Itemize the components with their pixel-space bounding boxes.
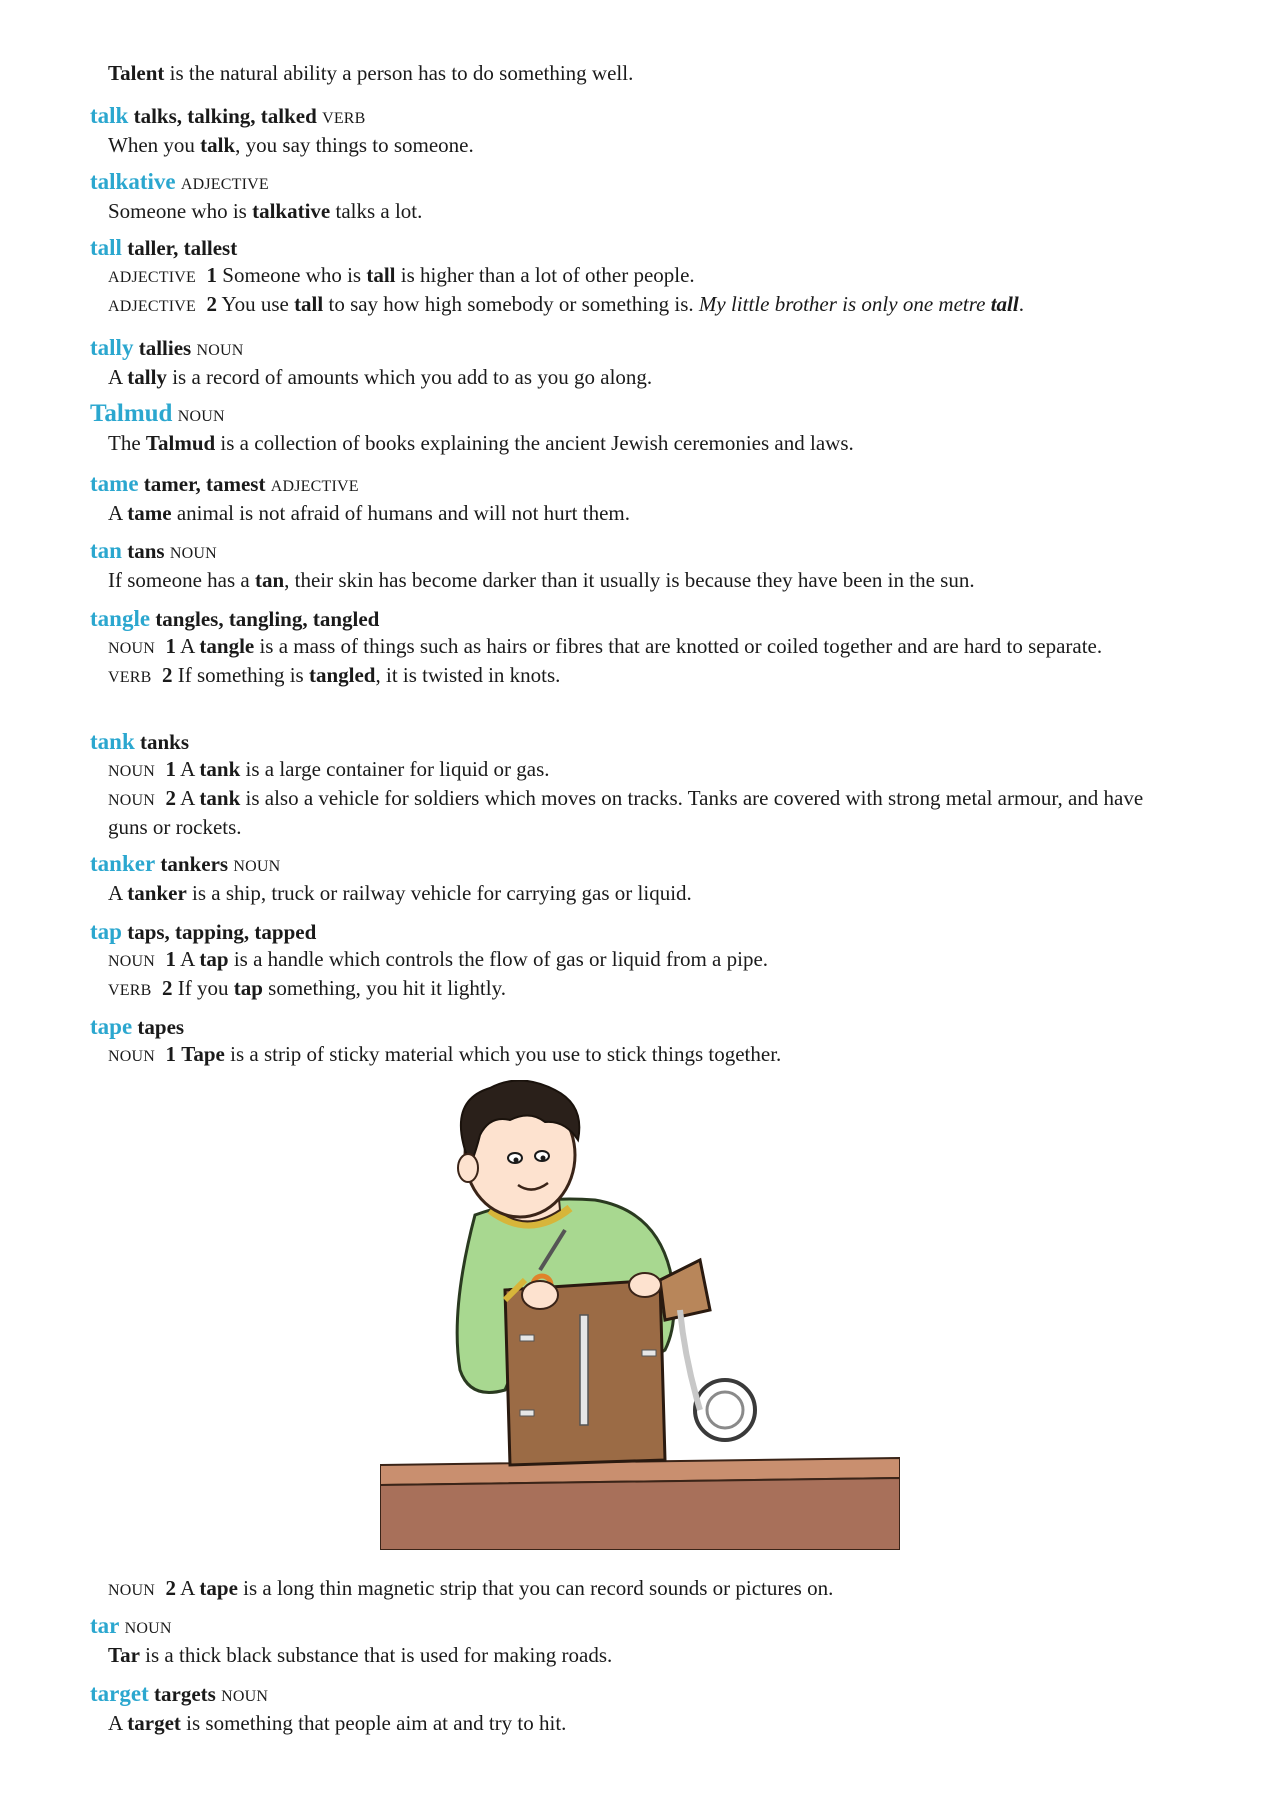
headword: tan xyxy=(90,538,122,563)
bold-word: tall xyxy=(294,292,324,316)
bold-word: Tape xyxy=(181,1042,225,1066)
definition-text: talks a lot. xyxy=(330,199,423,223)
entry-tangle xyxy=(90,605,1170,691)
bold-word: tank xyxy=(199,786,241,810)
part-of-speech: NOUN xyxy=(124,1620,172,1637)
definition-text: is also a vehicle for soldiers which moves on tracks. Tanks are covered with strong metal armour, and have guns or rockets. xyxy=(108,786,1144,839)
bold-word: tangle xyxy=(199,634,255,658)
ear xyxy=(458,1154,478,1182)
left-pupil xyxy=(514,1158,519,1163)
definition xyxy=(90,198,1170,225)
entry-header xyxy=(90,605,1170,633)
headword: tap xyxy=(90,919,122,944)
word-forms: tankers xyxy=(160,852,229,876)
word-forms: taller, tallest xyxy=(127,236,238,260)
bold-word: talk xyxy=(200,133,236,157)
definition-text: Someone who is xyxy=(222,263,367,287)
definition-text: A xyxy=(108,881,128,905)
definition-text: A xyxy=(108,1711,128,1735)
bold-word: tap xyxy=(199,947,229,971)
definition-text: You use xyxy=(221,292,295,316)
definition-text: A xyxy=(180,947,200,971)
part-of-speech: NOUN xyxy=(108,953,156,970)
sense-1 xyxy=(90,756,1170,785)
tape-trail xyxy=(680,1310,700,1410)
sense-2 xyxy=(90,662,1170,691)
definition-text: A xyxy=(180,1576,200,1600)
headword: tar xyxy=(90,1613,120,1638)
entry-tape-sense-2 xyxy=(90,1575,1170,1604)
right-pupil xyxy=(541,1156,546,1161)
definition-text: The xyxy=(108,431,146,455)
part-of-speech: ADJECTIVE xyxy=(108,269,197,286)
definition-text: to say how high somebody or something is. xyxy=(323,292,699,316)
entry-tape xyxy=(90,1013,1170,1070)
sense-1 xyxy=(90,633,1170,662)
word-forms: tapes xyxy=(137,1015,185,1039)
headword: Talmud xyxy=(90,400,173,427)
word-forms: tans xyxy=(127,539,165,563)
headword: talkative xyxy=(90,169,176,194)
sense-2 xyxy=(90,291,1170,320)
tape-piece xyxy=(642,1350,656,1356)
headword: tame xyxy=(90,471,139,496)
sense-number: 2 xyxy=(165,1576,177,1600)
entry-header xyxy=(90,1680,1170,1710)
entry-header xyxy=(90,470,1170,500)
headword: tangle xyxy=(90,606,151,631)
headword: tape xyxy=(90,1014,133,1039)
entry-tar xyxy=(90,1612,1170,1669)
definition-text: is higher than a lot of other people. xyxy=(395,263,695,287)
sense-1 xyxy=(90,262,1170,291)
tape-strip xyxy=(580,1315,588,1425)
entry-talmud xyxy=(90,400,1170,457)
bold-word: Talmud xyxy=(145,431,216,455)
definition-text: is something that people aim at and try to hit. xyxy=(180,1711,567,1735)
definition-text: is a ship, truck or railway vehicle for carrying gas or liquid. xyxy=(186,881,692,905)
entry-tan xyxy=(90,537,1170,594)
entry-tap xyxy=(90,918,1170,1004)
entry-header xyxy=(90,168,1170,198)
definition-text: If someone has a xyxy=(108,568,255,592)
tape-piece xyxy=(520,1335,534,1341)
bold-word: tape xyxy=(199,1576,238,1600)
definition xyxy=(90,1642,1170,1669)
word-forms: tamer, tamest xyxy=(143,472,266,496)
sense-number: 1 xyxy=(165,757,177,781)
headword: tanker xyxy=(90,851,156,876)
entry-header xyxy=(90,1612,1170,1642)
headword: tall xyxy=(90,235,122,260)
sense-number: 2 xyxy=(165,786,177,810)
sense-number: 1 xyxy=(165,947,177,971)
sense-number: 2 xyxy=(161,976,173,1000)
definition-text: A xyxy=(180,786,200,810)
entry-tame xyxy=(90,470,1170,527)
definition-text: When you xyxy=(108,133,201,157)
sense-1 xyxy=(90,946,1170,975)
bold-word: tally xyxy=(127,365,167,389)
definition-text: is a large container for liquid or gas. xyxy=(240,757,550,781)
definition xyxy=(90,430,1170,457)
bold-word: tan xyxy=(254,568,285,592)
bold-word: tanker xyxy=(127,881,187,905)
definition xyxy=(90,1710,1170,1737)
definition-text: , their skin has become darker than it usually is because they have been in the sun. xyxy=(284,568,975,592)
definition-text: If you xyxy=(177,976,234,1000)
bold-word: target xyxy=(127,1711,181,1735)
bold-word: tangled xyxy=(308,663,376,687)
definition-text: is a record of amounts which you add to as you go along. xyxy=(166,365,653,389)
definition xyxy=(90,364,1170,391)
definition-text: is a handle which controls the flow of gas or liquid from a pipe. xyxy=(228,947,769,971)
sense-2 xyxy=(90,975,1170,1004)
boy-taping-box-illustration xyxy=(380,1080,900,1550)
headword: target xyxy=(90,1681,149,1706)
part-of-speech: ADJECTIVE xyxy=(108,298,197,315)
example-bold-word: tall xyxy=(990,292,1019,316)
part-of-speech: NOUN xyxy=(221,1688,269,1705)
part-of-speech: NOUN xyxy=(108,792,156,809)
bold-word: Tar xyxy=(108,1643,140,1667)
bold-word: Talent xyxy=(108,61,165,85)
definition-text: is a strip of sticky material which you use to stick things together. xyxy=(224,1042,782,1066)
definition-text: is the natural ability a person has to do something well. xyxy=(164,61,634,85)
part-of-speech: ADJECTIVE xyxy=(180,176,269,193)
definition xyxy=(90,500,1170,527)
right-hand xyxy=(629,1273,661,1297)
part-of-speech: NOUN xyxy=(108,1048,156,1065)
part-of-speech: ADJECTIVE xyxy=(270,478,359,495)
sense-number: 1 xyxy=(165,634,177,658)
definition-text: A xyxy=(108,501,128,525)
entry-header xyxy=(90,334,1170,364)
headword: tank xyxy=(90,729,135,754)
definition-text: something, you hit it lightly. xyxy=(262,976,506,1000)
entry-header xyxy=(90,1013,1170,1041)
word-forms: tanks xyxy=(140,730,190,754)
definition-text: animal is not afraid of humans and will not hurt them. xyxy=(171,501,630,525)
definition-text: , it is twisted in knots. xyxy=(375,663,561,687)
tape-piece xyxy=(520,1410,534,1416)
definition-text: If something is xyxy=(177,663,309,687)
part-of-speech: VERB xyxy=(108,669,152,686)
headword: tally xyxy=(90,335,134,360)
sense-number: 1 xyxy=(165,1042,177,1066)
part-of-speech: VERB xyxy=(108,982,152,999)
entry-tally xyxy=(90,334,1170,391)
entry-tall xyxy=(90,234,1170,320)
bold-word: tame xyxy=(127,501,172,525)
definition-text: A xyxy=(180,757,200,781)
example-sentence: My little brother is only one metre xyxy=(698,292,991,316)
part-of-speech: NOUN xyxy=(177,408,225,425)
part-of-speech: NOUN xyxy=(196,342,244,359)
sense-2 xyxy=(90,785,1170,841)
entry-target xyxy=(90,1680,1170,1737)
punctuation: . xyxy=(1018,292,1024,316)
word-forms: taps, tapping, tapped xyxy=(127,920,317,944)
sense-number: 1 xyxy=(206,263,218,287)
definition-text: A xyxy=(180,634,200,658)
tape-roll-core xyxy=(707,1392,743,1428)
entry-header xyxy=(90,234,1170,262)
entry-header xyxy=(90,102,1170,132)
tape-roll xyxy=(695,1380,755,1440)
part-of-speech: NOUN xyxy=(108,763,156,780)
sense-2 xyxy=(90,1575,1170,1604)
definition-text: , you say things to someone. xyxy=(235,133,474,157)
definition-text: is a long thin magnetic strip that you can record sounds or pictures on. xyxy=(237,1576,834,1600)
entry-tanker xyxy=(90,850,1170,907)
definition-text: is a collection of books explaining the ancient Jewish ceremonies and laws. xyxy=(215,431,854,455)
bold-word: tall xyxy=(366,263,396,287)
definition xyxy=(90,132,1170,159)
entry-header xyxy=(90,400,1170,430)
entry-talkative xyxy=(90,168,1170,225)
definition-text: is a thick black substance that is used for making roads. xyxy=(139,1643,613,1667)
bold-word: talkative xyxy=(252,199,331,223)
entry-tank xyxy=(90,728,1170,841)
sense-number: 2 xyxy=(206,292,218,316)
sense-1 xyxy=(90,1041,1170,1070)
entry-talk xyxy=(90,102,1170,159)
entry-header xyxy=(90,537,1170,567)
word-forms: tallies xyxy=(138,336,192,360)
word-forms: talks, talking, talked xyxy=(133,104,317,128)
entry-header xyxy=(90,850,1170,880)
entry-header xyxy=(90,918,1170,946)
definition-text: Someone who is xyxy=(108,199,253,223)
entry-talent-continuation xyxy=(90,60,1170,87)
headword: talk xyxy=(90,103,129,128)
part-of-speech: NOUN xyxy=(108,640,156,657)
part-of-speech: NOUN xyxy=(108,1582,156,1599)
definition-text: is a mass of things such as hairs or fibres that are knotted or coiled together and are hard to separate. xyxy=(254,634,1103,658)
part-of-speech: NOUN xyxy=(169,545,217,562)
table-front xyxy=(380,1478,900,1550)
word-forms: tangles, tangling, tangled xyxy=(155,607,380,631)
bold-word: tank xyxy=(199,757,241,781)
definition-text: A xyxy=(108,365,128,389)
sense-number: 2 xyxy=(161,663,173,687)
left-hand xyxy=(522,1281,558,1309)
part-of-speech: VERB xyxy=(322,110,366,127)
bold-word: tap xyxy=(233,976,263,1000)
definition xyxy=(90,567,1170,594)
definition xyxy=(90,880,1170,907)
word-forms: targets xyxy=(154,1682,216,1706)
entry-header xyxy=(90,728,1170,756)
part-of-speech: NOUN xyxy=(233,858,281,875)
